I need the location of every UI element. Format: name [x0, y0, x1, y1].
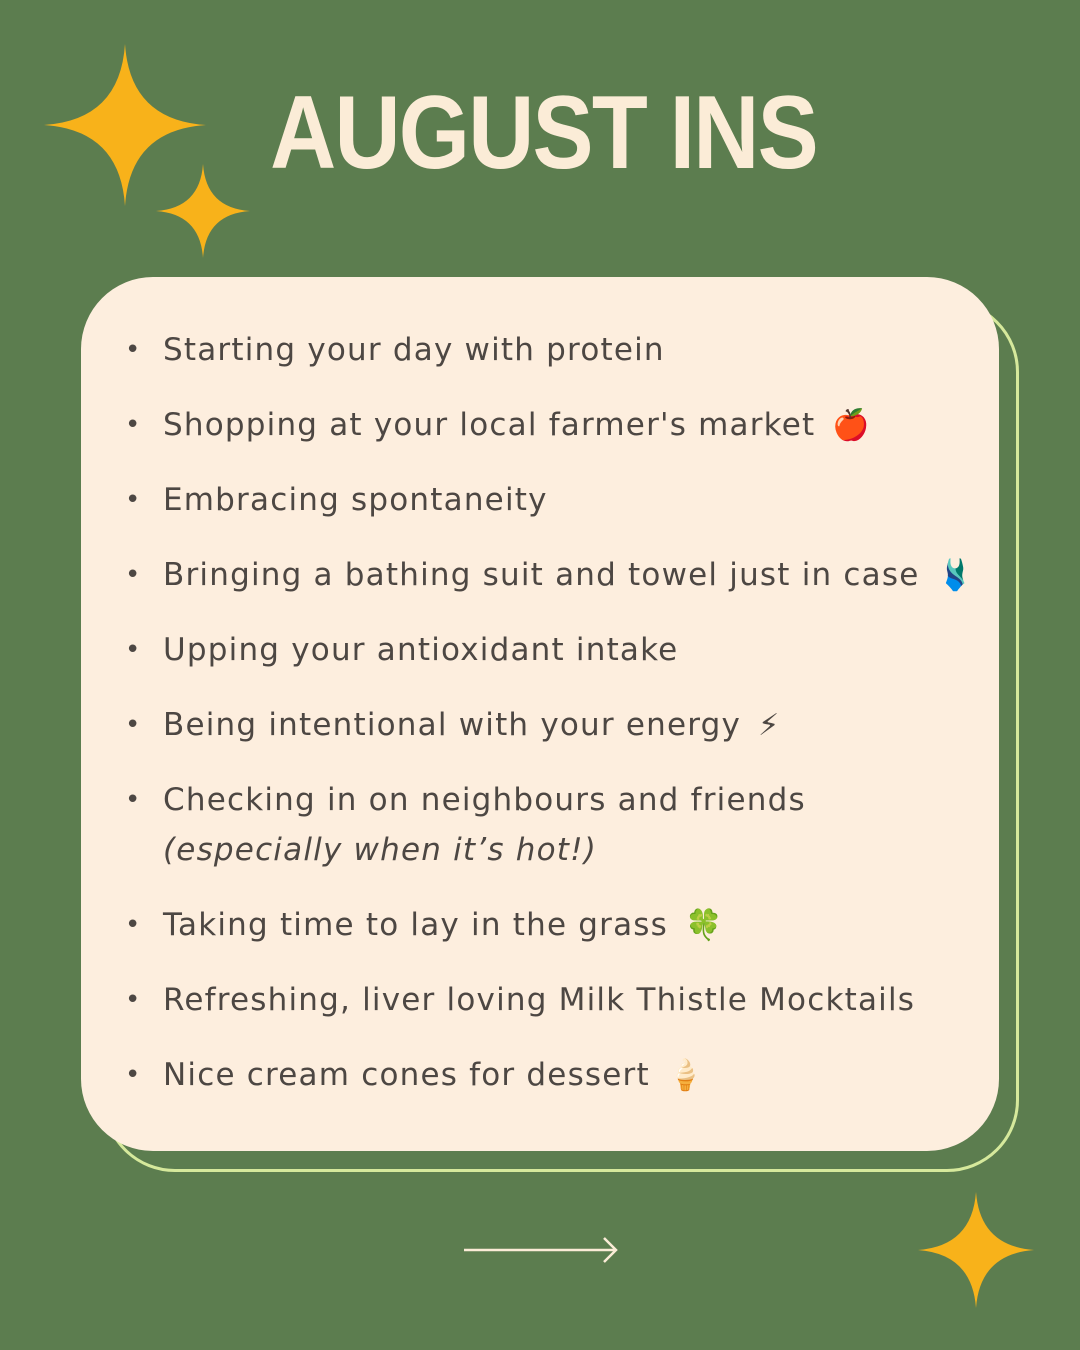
list-item — [125, 625, 679, 675]
bullet: • — [125, 785, 142, 815]
list-item — [125, 700, 781, 751]
bullet: • — [125, 1060, 142, 1090]
bullet: • — [125, 635, 142, 665]
list-item-text: Shopping at your local farmer's market — [163, 407, 816, 443]
list-item-text: Upping your antioxidant intake — [163, 632, 679, 668]
list-item-text: Checking in on neighbours and friends — [163, 782, 806, 818]
page-title: AUGUST INS — [270, 75, 817, 191]
list-item-text: Being intentional with your energy — [163, 707, 742, 743]
bullet: • — [125, 410, 142, 440]
list-item — [125, 550, 976, 601]
list-item-text: Refreshing, liver loving Milk Thistle Mocktails — [163, 982, 916, 1018]
apple-icon: 🍎 — [832, 408, 871, 443]
list-item — [125, 1050, 706, 1101]
list-item — [125, 975, 916, 1025]
list-item — [125, 900, 724, 951]
bullet: • — [125, 335, 142, 365]
ice-cream-icon: 🍦 — [666, 1058, 706, 1093]
list-item — [125, 475, 548, 525]
bullet: • — [125, 910, 142, 940]
list-item — [125, 400, 871, 451]
bullet: • — [125, 485, 142, 515]
list-item-subtext: (especially when it’s hot!) — [163, 832, 598, 868]
bullet: • — [125, 985, 142, 1015]
sparkle-star-icon-bottom — [918, 1192, 1034, 1308]
list-item-text: Taking time to lay in the grass — [163, 907, 668, 943]
list-item-text: Starting your day with protein — [163, 332, 665, 368]
arrow-right-icon[interactable] — [464, 1236, 620, 1264]
list-item-text: Nice cream cones for dessert — [163, 1057, 650, 1093]
bullet: • — [125, 560, 142, 590]
lightning-icon: ⚡ — [758, 708, 781, 743]
content-card — [81, 277, 999, 1151]
list-item-text: Embracing spontaneity — [163, 482, 548, 518]
list-item-text: Bringing a bathing suit and towel just in case — [163, 557, 920, 593]
bullet: • — [125, 710, 142, 740]
clover-icon: 🍀 — [685, 908, 724, 943]
list-item — [125, 775, 806, 875]
swimsuit-icon: 🩱 — [936, 558, 976, 593]
list-item — [125, 325, 665, 375]
